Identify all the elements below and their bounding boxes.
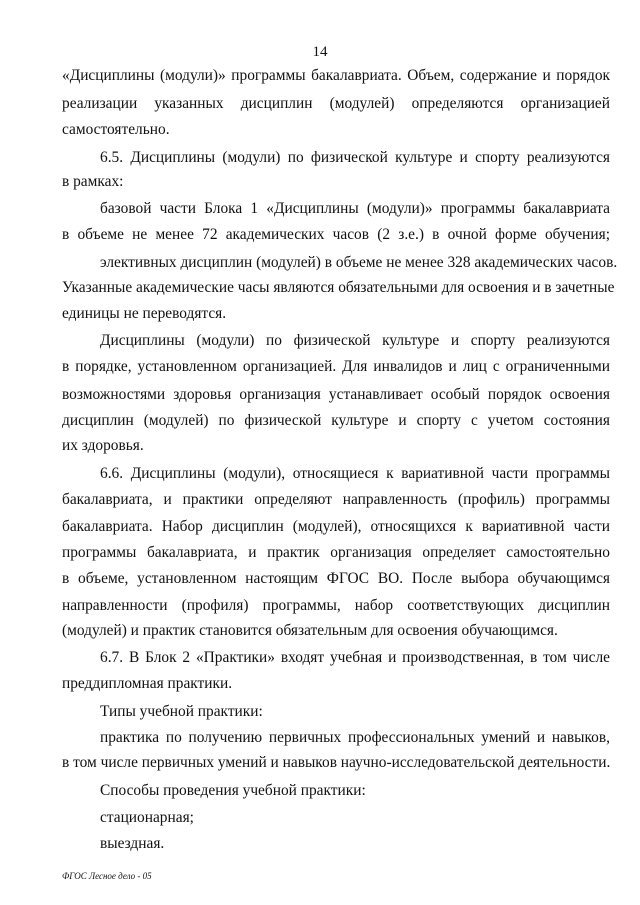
- text-line: Типы учебной практики:: [100, 703, 263, 720]
- text-line: в том числе первичных умений и навыков научно-исследовательской деятельности.: [62, 754, 611, 771]
- text-line: в рамках:: [62, 173, 124, 190]
- text-line: дисциплин (модулей) по физической культуре и спорту с учетом состояния: [62, 412, 610, 429]
- text-line: преддипломная практики.: [62, 675, 233, 692]
- text-line: Дисциплины (модули) по физической культуре и спорту реализуются: [100, 332, 610, 349]
- text-line: самостоятельно.: [62, 121, 170, 138]
- text-line: их здоровья.: [62, 437, 144, 454]
- footer-label: ФГОС Лесное дело - 05: [62, 871, 152, 881]
- text-line: реализации указанных дисциплин (модулей) определяются организацией: [62, 95, 610, 112]
- text-line: базовой части Блока 1 «Дисциплины (модули)» программы бакалавриата: [100, 200, 610, 217]
- text-line: «Дисциплины (модули)» программы бакалавриата. Объем, содержание и порядок: [62, 67, 610, 84]
- text-line: практика по получению первичных профессиональных умений и навыков,: [100, 729, 610, 746]
- text-line: выездная.: [100, 835, 165, 852]
- text-line: 6.5. Дисциплины (модули) по физической культуре и спорту реализуются: [100, 149, 610, 166]
- text-line: элективных дисциплин (модулей) в объеме не менее 328 академических часов.: [100, 254, 618, 271]
- text-line: 6.7. В Блок 2 «Практики» входят учебная и производственная, в том числе: [100, 649, 610, 666]
- text-line: в объеме, установленном настоящим ФГОС ВО. После выбора обучающимся: [62, 570, 610, 587]
- text-line: бакалавриата, и практики определяют направленность (профиль) программы: [62, 491, 610, 508]
- text-line: в порядке, установленном организацией. Для инвалидов и лиц с ограниченными: [62, 358, 610, 375]
- page-number: 14: [312, 44, 328, 60]
- text-line: направленности (профиля) программы, набор соответствующих дисциплин: [62, 597, 610, 614]
- text-line: единицы не переводятся.: [62, 305, 227, 322]
- text-line: бакалавриата. Набор дисциплин (модулей), относящихся к вариативной части: [62, 518, 610, 535]
- text-line: программы бакалавриата, и практик организация определяет самостоятельно: [62, 544, 610, 561]
- text-line: Указанные академические часы являются обязательными для освоения и в зачетные: [62, 279, 615, 296]
- text-line: 6.6. Дисциплины (модули), относящиеся к вариативной части программы: [100, 465, 610, 482]
- text-line: (модулей) и практик становится обязательным для освоения обучающимся.: [62, 622, 558, 639]
- text-line: в объеме не менее 72 академических часов (2 з.е.) в очной форме обучения;: [62, 226, 610, 243]
- text-line: Способы проведения учебной практики:: [100, 782, 366, 799]
- text-line: стационарная;: [100, 809, 194, 826]
- text-line: возможностями здоровья организация устанавливает особый порядок освоения: [62, 386, 610, 403]
